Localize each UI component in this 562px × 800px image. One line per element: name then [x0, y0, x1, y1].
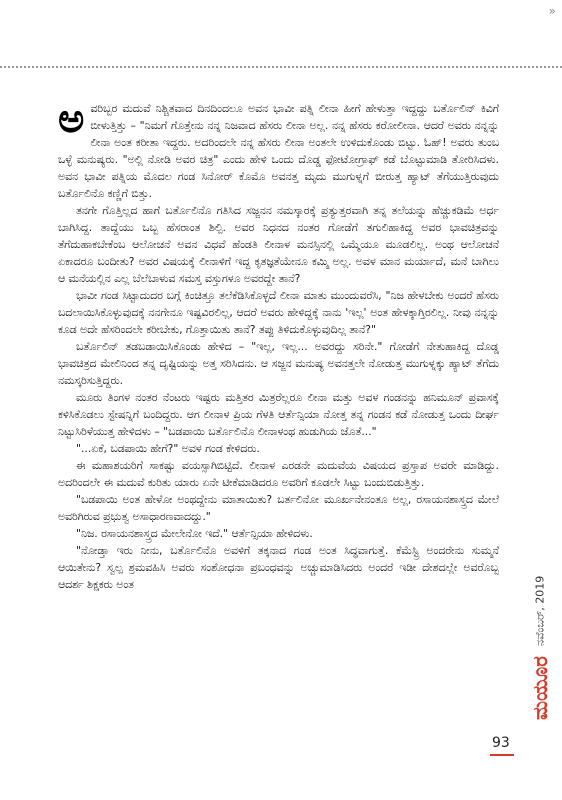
top-dotted-rule [0, 66, 562, 68]
magazine-name: ಮಯೂರ [528, 656, 552, 720]
article-paragraph-8: "ಬಡಪಾಯಿ ಅಂತ ಹೇಳೋ ಅಂಥದ್ದೇನು ಮಾತಾಯಿತು? ಬರ್ತಲಿನೋ ಮೂರ್ಖನೇನಂತೂ ಅಲ್ಲ, ರಸಾಯನಶಾಸ್ತ್ರದ ಮೇಲೆ ಅವರಿಗಿರುವ ಪ್ರಭುತ್ವ ಅಸಾಧಾರಣವಾದದ್ದು." [58, 493, 499, 523]
page-number-rule [490, 754, 514, 756]
article-paragraph-3: ಭಾವೀ ಗಂಡ ಸಿಟ್ಟಾದುದರ ಬಗ್ಗೆ ಕಿಂಚಿತ್ತೂ ತಲೆಕೆಡಿಸಿಕೊಳ್ಳದೆ ಲೀನಾ ಮಾತು ಮುಂದುವರೆಸಿ, "ನಿಜ ಹೇಳಬೇಕು ಅಂದರೆ ಹೆಸರು ಬದಲಾಯಿಸಿಕೊಳ್ಳುವುದಕ್ಕೆ ನನಗೇನೂ ಇಷ್ಟವಿರಲಿಲ್ಲ, ಆದರೆ ಅವರು ಹೇಳಿದ್ದಕ್ಕೆ ನಾನು 'ಇಲ್ಲ' ಅಂತ ಹೇಳಕ್ಕಾಗ್ತಿರಲಿಲ್ಲ. ನೀವು ನನ್ನನ್ನು ಕೂಡ ಅದೇ ಹೆಸರಿಂದಲೇ ಕರೀಬೇಕು, ಗೊತ್ತಾಯಿತು ತಾನೆ? ತಪ್ಪು ತಿಳಿದುಕೊಳ್ಳುವುದಿಲ್ಲ ತಾನೆ?" [58, 289, 499, 336]
drop-cap: ಅ [58, 100, 85, 142]
paragraph-text: ವರಿಬ್ಬರ ಮದುವೆ ನಿಶ್ಚಿತವಾದ ದಿನದಿಂದಲೂ ಅವನ ಭಾವೀ ಪತ್ನಿ ಲೀನಾ ಹೀಗೆ ಹೇಳುತ್ತಾ ಇದ್ದದ್ದು ಬರ್ತೊಲಿನ್ ಕಿವಿಗೆ ಬೀಳುತ್ತಿತ್ತು – "ನಿಮಗೆ ಗೊತ್ತೇನು ನನ್ನ ನಿಜವಾದ ಹೆಸರು ಲೀನಾ ಅಲ್ಲ. ನನ್ನ ಹೆಸರು ಕರೋಲೀನಾ. ಆದರೆ ಅವರು ನನ್ನನ್ನು ಲೀನಾ ಅಂತ ಕರೀತಾ ಇದ್ದರು. ಅದರಿಂದಲೇ ನನ್ನ ಹೆಸರು ಲೀನಾ ಅಂತಲೇ ಉಳಿದುಕೊಂಡು ಬಿಟ್ಟು. ಓಹ್! ಅವರು ತುಂಬ ಒಳ್ಳೆ ಮನುಷ್ಯರು. "ಅಲ್ಲಿ ನೋಡಿ ಅವರ ಚಿತ್ರ" ಎಂದು ಹೇಳಿ ಒಂದು ದೊಡ್ಡ ಫೋಟೋಗ್ರಾಫ್ ಕಡೆ ಬೊಟ್ಟುಮಾಡಿ ತೋರಿಸಿದಳು. ಅವನ ಭಾವೀ ಪತ್ನಿಯ ಮೊದಲ ಗಂಡ ಸಿನೋರ್ ಕೊಮೊ ಅವನತ್ತ ಮೃದು ಮುಗುಳ್ನಗೆ ಬೀರುತ್ತ ಹ್ಯಾಟ್ ತೆಗೆಯುತ್ತಿರುವುದು ಬರ್ತೊಲಿನೊ ಕಣ್ಣಿಗೆ ಬಿತ್ತು. [58, 102, 499, 200]
page-number: 93 [492, 735, 510, 751]
article-paragraph-5: ಮೂರು ತಿಂಗಳ ನಂತರ ನೆಂಟರು ಇಷ್ಟರು ಮತ್ತಿತರ ಮಿತ್ರರೆಲ್ಲರೂ ಲೀನಾ ಮತ್ತು ಅವಳ ಗಂಡನನ್ನು ಹನಿಮೂನ್ ಪ್ರವಾಸಕ್ಕೆ ಕಳಿಸಿಕೊಡಲು ಸ್ಟೇಷನ್ನಿಗೆ ಬಂದಿದ್ದರು. ಆಗ ಲೀನಾಳ ಪ್ರಿಯ ಗೆಳತಿ ಆರ್ತೆನ್ಸಿಯಾ ನೋತ್ತ ತನ್ನ ಗಂಡನ ಕಡೆ ನೋಡುತ್ತ ಒಂದು ದೀರ್ಘ ನಿಟ್ಟುಸಿರಿಳೆಯುತ್ತ ಹೇಳಿದಳು – "ಬಡಪಾಯಿ ಬರ್ತೊಲಿನೊ ಲೀನಾಳಂಥ ಹುಡುಗಿಯ ಜೊತೆ..." [58, 391, 499, 438]
article-paragraph-4: ಬರ್ತೊಲಿನ್ ತಡಬಡಾಯಿಸಿಕೊಂಡು ಹೇಳಿದ – "ಇಲ್ಲ, ಇಲ್ಲ... ಅವರದ್ದು ಸರಿನೇ." ಗೋಡೆಗೆ ನೇತುಹಾಕಿದ್ದ ದೊಡ್ಡ ಭಾವಚಿತ್ರದ ಮೇಲಿನಿಂದ ತನ್ನ ದೃಷ್ಟಿಯನ್ನು ಅತ್ತ ಸರಿಸಿದನು. ಆ ಸಜ್ಜನ ಮನುಷ್ಯ ಅವನತ್ತಲೇ ನೋಡುತ್ತ ಮುಗುಳ್ನಕ್ಕು ಹ್ಯಾಟ್ ತೆಗೆದು ನಮಸ್ಕರಿಸುತ್ತಿದ್ದರು. [58, 340, 499, 387]
article-paragraph-9: "ನಿಜ. ರಸಾಯನಶಾಸ್ತ್ರದ ಮೇಲೇನೋ ಇದೆ." ಆರ್ತೆನ್ಸಿಯಾ ಹೇಳಿದಳು. [76, 527, 313, 540]
article-body [58, 100, 499, 712]
magazine-side-label [525, 470, 555, 720]
corner-mark: » [548, 4, 556, 18]
article-paragraph-6: "...ಏಕೆ, ಬಡಪಾಯಿ ಹೇಗೆ?" ಅವಳ ಗಂಡ ಕೇಳಿದರು. [76, 442, 260, 455]
article-paragraph-10: "ನೋಡ್ತಾ ಇರು ನೀನು, ಬರ್ತೊಲಿನೊ ಅವಳಿಗೆ ತಕ್ಕನಾದ ಗಂಡ ಅಂತ ಸಿದ್ಧವಾಗುತ್ತೆ. ಕೆಮೆಸ್ಟ್ರಿ ಅಂದರೇನು ಸುಮ್ಮನೆ ಆಯಿತೇನು? ಸ್ವಲ್ಪ ಶ್ರಮವಹಿಸಿ ಅವರು ಸಂಶೋಧನಾ ಪ್ರಬಂಧವನ್ನು ಅಚ್ಚುಮಾಡಿಸಿದರು ಅಂದರೆ ಇಡೀ ದೇಶದಲ್ಲೇ ಅವರೊಬ್ಬ ಆದರ್ಶ ಶಿಕ್ಷಕರು ಅಂತ [58, 544, 499, 591]
issue-date: ನವೆಂಬರ್, 2019 [533, 575, 547, 647]
article-paragraph-2: ತನಗೇ ಗೊತ್ತಿಲ್ಲದ ಹಾಗೆ ಬರ್ತೊಲಿನೊ ಗತಿಸಿದ ಸಜ್ಜನನ ನಮಸ್ಕಾರಕ್ಕೆ ಪ್ರತ್ಯುತ್ತರವಾಗಿ ತನ್ನ ತಲೆಯನ್ನು ಹೆಚ್ಚುಕಡಿಮೆ ಅರ್ಧ ಬಾಗಿಸಿದ್ದ. ತಾದ್ದೆಯು ಒಬ್ಬ ಹೆಸರಾಂತ ಶಿಲ್ಪಿ. ಅವರ ನಿಧನದ ನಂತರ ಗೋಡೆಗೆ ತಗುಲಿಹಾಕಿದ್ದ ಅವರ ಭಾವಚಿತ್ರವನ್ನು ತೆಗೆದುಹಾಕಬೇಕೆಂಬ ಆಲೋಚನೆ ಅವನ ವಿಧವೆ ಹೆಂಡತಿ ಲೀನಾಳ ಮನಸ್ಸಿನಲ್ಲಿ ಒಮ್ಮೆಯೂ ಮೂಡಲಿಲ್ಲ. ಅಂಥ ಆಲೋಚನೆ ಏಕಾದರೂ ಬಂದೀತು? ಅವರ ವಿಷಯಕ್ಕೆ ಲೀನಾಳಿಗೆ ಇದ್ದ ಕೃತಜ್ಞತೆಯೇನೂ ಕಮ್ಮಿ ಅಲ್ಲ. ಅವಳ ಮಾನ ಮರ್ಯಾದೆ, ಮನೆ ಬಾಗಿಲು ಆ ಮನೆಯಲ್ಲಿನ ಎಲ್ಲ ಬೆಲೆಬಾಳುವ ಸಮಸ್ತ ವಸ್ತುಗಳೂ ಅವರದ್ದೇ ತಾನೆ? [58, 204, 499, 285]
article-paragraph-1 [58, 100, 499, 202]
article-paragraph-7: ಈ ಮಹಾಶಯರಿಗೆ ಸಾಕಷ್ಟು ವಯಸ್ಸಾಗಿಬಿಟ್ಟಿದೆ. ಲೀನಾಳ ಎರಡನೇ ಮದುವೆಯ ವಿಷಯದ ಪ್ರಸ್ತಾಪ ಅವರೇ ಮಾಡಿದ್ದು. ಅದರಿಂದಲೇ ಈ ಮದುವೆ ಕುರಿತು ಯಾರು ಏನೇ ಟೀಕೆಮಾಡಿದರೂ ಅವರಿಗೆ ಕೂಡಲೇ ಸಿಟ್ಟು ಬಂದುಬಿಡುತ್ತಿತ್ತು. [58, 459, 499, 489]
